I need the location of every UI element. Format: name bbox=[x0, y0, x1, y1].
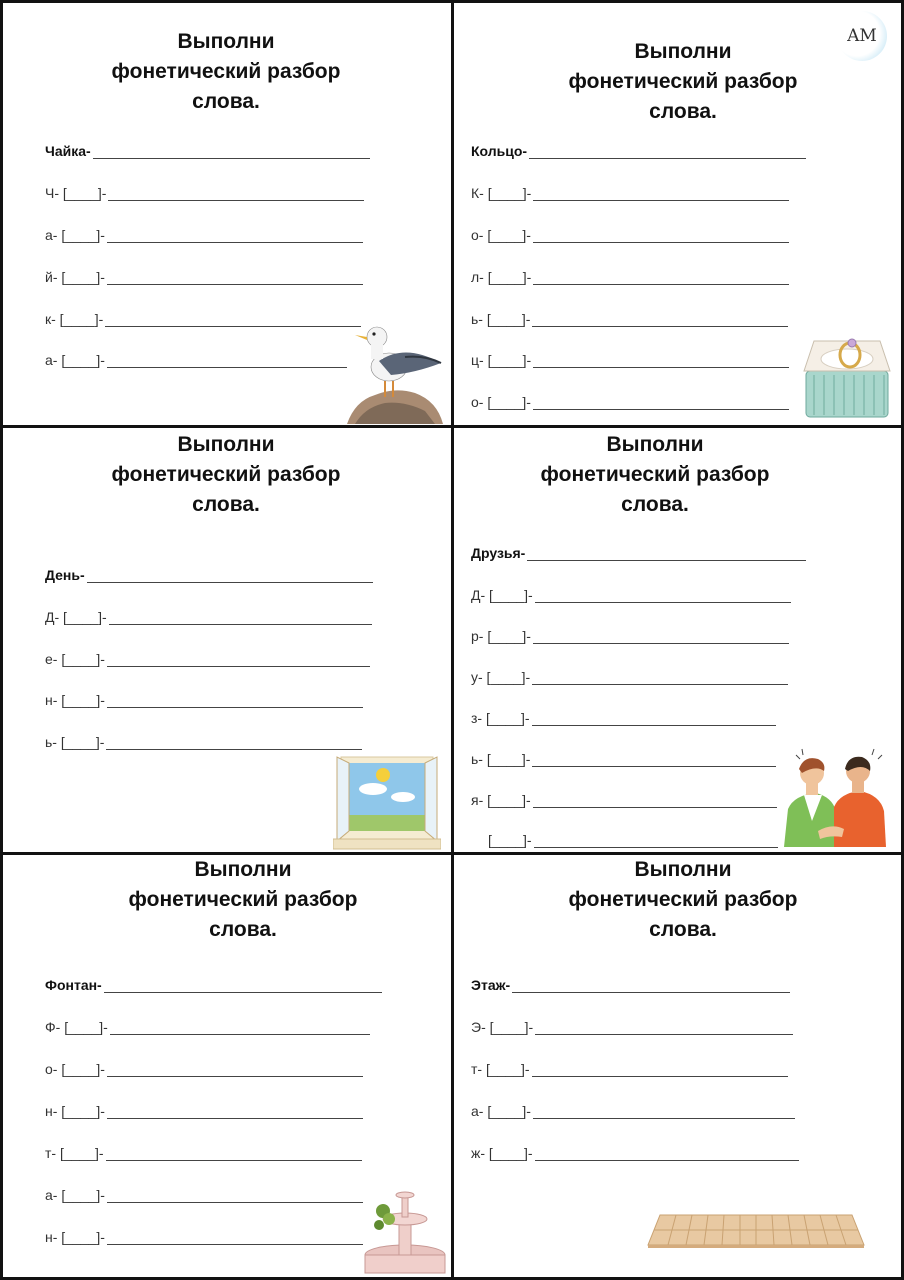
letter-label: а- [____]- bbox=[45, 352, 105, 368]
letter-row bbox=[471, 788, 777, 808]
title-line: слова. bbox=[192, 90, 260, 113]
title-line: фонетический разбор bbox=[111, 463, 341, 486]
answer-line[interactable] bbox=[107, 1062, 363, 1077]
letter-row bbox=[45, 605, 372, 625]
letter-row bbox=[471, 223, 789, 243]
title-line: слова. bbox=[649, 100, 717, 123]
answer-line[interactable] bbox=[533, 353, 789, 368]
letter-row bbox=[471, 1141, 799, 1161]
word-label: Друзья- bbox=[471, 545, 526, 561]
am-logo: AM bbox=[837, 11, 887, 61]
letter-row bbox=[45, 688, 363, 708]
letter-row bbox=[45, 348, 347, 368]
card-chaika bbox=[0, 0, 454, 428]
letter-row bbox=[488, 828, 778, 848]
letter-row bbox=[471, 624, 789, 644]
letter-row bbox=[471, 307, 788, 327]
letter-row bbox=[471, 390, 789, 410]
letter-label: з- [____]- bbox=[471, 710, 530, 726]
word-label: Фонтан- bbox=[45, 977, 102, 993]
floor-icon bbox=[646, 1213, 866, 1249]
answer-line[interactable] bbox=[107, 652, 370, 667]
letter-label: а- [____]- bbox=[45, 227, 105, 243]
answer-line[interactable] bbox=[532, 312, 788, 327]
letter-row bbox=[45, 265, 363, 285]
title-line: Выполни bbox=[634, 40, 732, 63]
answer-line[interactable] bbox=[87, 568, 373, 583]
title-line: слова. bbox=[621, 493, 689, 516]
letter-label: у- [____]- bbox=[471, 669, 531, 685]
letter-label: й- [____]- bbox=[45, 269, 105, 285]
title-line: Выполни bbox=[194, 858, 292, 881]
answer-line[interactable] bbox=[533, 1104, 795, 1119]
title-line: слова. bbox=[192, 493, 260, 516]
answer-line[interactable] bbox=[107, 693, 363, 708]
answer-line[interactable] bbox=[107, 270, 363, 285]
title-line: Выполни bbox=[177, 30, 275, 53]
letter-label: е- [____]- bbox=[45, 651, 105, 667]
title-line: Выполни bbox=[606, 433, 704, 456]
card-title bbox=[460, 855, 904, 945]
letter-label: т- [____]- bbox=[45, 1145, 104, 1161]
word-label: День- bbox=[45, 567, 85, 583]
card-title bbox=[451, 430, 878, 520]
answer-line[interactable] bbox=[529, 144, 806, 159]
letter-row bbox=[45, 1183, 363, 1203]
letter-label: Ч- [____]- bbox=[45, 185, 107, 201]
letter-label: я- [____]- bbox=[471, 792, 531, 808]
word-label: Чайка- bbox=[45, 143, 91, 159]
letter-row bbox=[45, 181, 364, 201]
answer-line[interactable] bbox=[512, 978, 790, 993]
friends-icon bbox=[782, 743, 890, 847]
letter-label: К- [____]- bbox=[471, 185, 532, 201]
card-fontan bbox=[0, 852, 454, 1280]
letter-label: ц- [____]- bbox=[471, 352, 532, 368]
answer-line[interactable] bbox=[107, 353, 347, 368]
answer-line[interactable] bbox=[535, 1020, 793, 1035]
letter-row bbox=[45, 1225, 363, 1245]
answer-line[interactable] bbox=[533, 228, 789, 243]
letter-label: Д- [____]- bbox=[45, 609, 107, 625]
card-koltso bbox=[451, 0, 904, 428]
word-row bbox=[471, 541, 806, 561]
answer-line[interactable] bbox=[109, 610, 372, 625]
letter-row bbox=[45, 223, 363, 243]
letter-row bbox=[471, 1099, 795, 1119]
letter-row bbox=[471, 348, 789, 368]
letter-label: ь- [____]- bbox=[471, 311, 531, 327]
answer-line[interactable] bbox=[534, 833, 778, 848]
letter-label: р- [____]- bbox=[471, 628, 531, 644]
word-row bbox=[45, 563, 373, 583]
answer-line[interactable] bbox=[104, 978, 382, 993]
word-row bbox=[471, 139, 806, 159]
answer-line[interactable] bbox=[527, 546, 806, 561]
card-title bbox=[20, 855, 454, 945]
letter-row bbox=[471, 747, 776, 767]
answer-line[interactable] bbox=[533, 793, 777, 808]
letter-row bbox=[471, 706, 776, 726]
letter-row bbox=[471, 1057, 788, 1077]
letter-label: а- [____]- bbox=[45, 1187, 105, 1203]
answer-line[interactable] bbox=[110, 1020, 370, 1035]
answer-line[interactable] bbox=[535, 1146, 799, 1161]
window-icon bbox=[333, 753, 441, 851]
word-row bbox=[471, 973, 790, 993]
answer-line[interactable] bbox=[107, 1104, 363, 1119]
answer-line[interactable] bbox=[105, 312, 361, 327]
letter-row bbox=[45, 1141, 362, 1161]
letter-label: н- [____]- bbox=[45, 692, 105, 708]
letter-row bbox=[45, 1099, 363, 1119]
card-den bbox=[0, 425, 454, 855]
card-title bbox=[3, 27, 449, 117]
letter-label: [____]- bbox=[488, 832, 532, 848]
letter-label: Э- [____]- bbox=[471, 1019, 534, 1035]
letter-label: ь- [____]- bbox=[45, 734, 105, 750]
letter-label: т- [____]- bbox=[471, 1061, 530, 1077]
ring-box-icon bbox=[800, 331, 894, 421]
letter-label: к- [____]- bbox=[45, 311, 104, 327]
answer-line[interactable] bbox=[107, 228, 363, 243]
answer-line[interactable] bbox=[532, 711, 776, 726]
letter-label: н- [____]- bbox=[45, 1103, 105, 1119]
title-line: фонетический разбор bbox=[128, 888, 358, 911]
title-line: слова. bbox=[209, 918, 277, 941]
letter-row bbox=[471, 265, 789, 285]
word-row bbox=[45, 973, 382, 993]
word-label: Этаж- bbox=[471, 977, 511, 993]
answer-line[interactable] bbox=[533, 186, 789, 201]
answer-line[interactable] bbox=[532, 752, 776, 767]
card-title bbox=[460, 37, 904, 127]
letter-label: о- [____]- bbox=[471, 227, 531, 243]
title-line: Выполни bbox=[634, 858, 732, 881]
letter-label: ь- [____]- bbox=[471, 751, 531, 767]
letter-label: Д- [____]- bbox=[471, 587, 533, 603]
letter-row bbox=[471, 665, 788, 685]
answer-line[interactable] bbox=[106, 735, 362, 750]
letter-label: а- [____]- bbox=[471, 1103, 531, 1119]
letter-label: ж- [____]- bbox=[471, 1145, 533, 1161]
answer-line[interactable] bbox=[533, 629, 789, 644]
letter-row bbox=[45, 1057, 363, 1077]
letter-row bbox=[45, 647, 370, 667]
letter-row bbox=[45, 730, 362, 750]
title-line: фонетический разбор bbox=[568, 888, 798, 911]
seagull-icon bbox=[345, 321, 445, 426]
answer-line[interactable] bbox=[93, 144, 370, 159]
card-druzya bbox=[451, 425, 904, 855]
answer-line[interactable] bbox=[108, 186, 364, 201]
answer-line[interactable] bbox=[532, 1062, 788, 1077]
letter-label: о- [____]- bbox=[45, 1061, 105, 1077]
word-label: Кольцо- bbox=[471, 143, 528, 159]
title-line: Выполни bbox=[177, 433, 275, 456]
letter-row bbox=[45, 307, 361, 327]
answer-line[interactable] bbox=[533, 395, 789, 410]
fountain-icon bbox=[363, 1185, 447, 1277]
answer-line[interactable] bbox=[106, 1146, 362, 1161]
title-line: фонетический разбор bbox=[568, 70, 798, 93]
answer-line[interactable] bbox=[532, 670, 788, 685]
title-line: фонетический разбор bbox=[540, 463, 770, 486]
letter-label: л- [____]- bbox=[471, 269, 532, 285]
answer-line[interactable] bbox=[107, 1230, 363, 1245]
card-title bbox=[3, 430, 449, 520]
letter-row bbox=[45, 1015, 370, 1035]
answer-line[interactable] bbox=[535, 588, 791, 603]
letter-row bbox=[471, 181, 789, 201]
title-line: слова. bbox=[649, 918, 717, 941]
answer-line[interactable] bbox=[107, 1188, 363, 1203]
letter-row bbox=[471, 583, 791, 603]
letter-label: Ф- [____]- bbox=[45, 1019, 108, 1035]
letter-label: о- [____]- bbox=[471, 394, 531, 410]
letter-row bbox=[471, 1015, 793, 1035]
answer-line[interactable] bbox=[533, 270, 789, 285]
letter-label: н- [____]- bbox=[45, 1229, 105, 1245]
word-row bbox=[45, 139, 370, 159]
title-line: фонетический разбор bbox=[111, 60, 341, 83]
card-etazh bbox=[451, 852, 904, 1280]
